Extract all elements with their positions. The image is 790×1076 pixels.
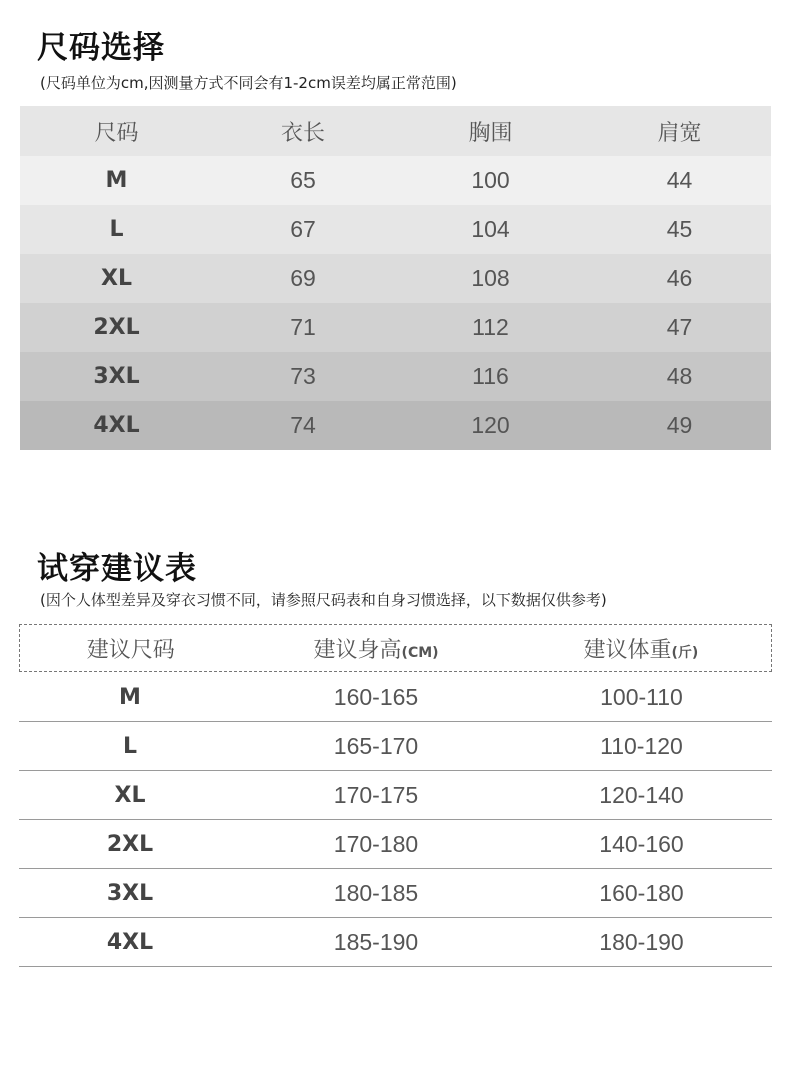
cell-suggested-size: XL xyxy=(114,782,146,808)
size-chart-header-row xyxy=(20,106,771,156)
cell-chest: 116 xyxy=(472,363,509,389)
header-weight-label: 建议体重 xyxy=(583,637,672,663)
cell-chest: 112 xyxy=(472,314,509,340)
cell-suggested-weight: 120-140 xyxy=(599,781,684,808)
header-suggested-size: 建议尺码 xyxy=(86,637,175,663)
cell-chest: 120 xyxy=(471,412,510,438)
cell-shoulder: 48 xyxy=(666,363,693,389)
cell-suggested-size: 2XL xyxy=(106,831,154,857)
size-chart-table xyxy=(20,106,771,450)
cell-suggested-size: 3XL xyxy=(106,880,154,906)
size-chart-row xyxy=(20,254,771,303)
cell-length: 65 xyxy=(290,167,316,193)
cell-length: 73 xyxy=(290,363,316,389)
cell-chest: 100 xyxy=(471,167,510,193)
cell-shoulder: 47 xyxy=(666,314,693,340)
size-chart-row xyxy=(20,401,771,450)
cell-size: L xyxy=(109,217,124,242)
header-suggested-weight xyxy=(511,633,771,664)
fit-guide-row xyxy=(19,673,772,722)
cell-chest: 108 xyxy=(471,265,510,291)
cell-suggested-height: 170-180 xyxy=(333,830,419,857)
fit-guide-row xyxy=(19,869,772,918)
fit-guide-row xyxy=(19,771,772,820)
cell-length: 74 xyxy=(290,412,316,438)
size-chart-note: (尺码单位为cm,因测量方式不同会有1-2cm误差均属正常范围) xyxy=(40,74,457,92)
size-chart-row xyxy=(20,156,771,205)
cell-suggested-weight: 180-190 xyxy=(599,928,684,955)
size-chart-row xyxy=(20,303,771,352)
fit-guide-row xyxy=(19,722,772,771)
cell-shoulder: 46 xyxy=(666,265,693,291)
cell-size: XL xyxy=(101,266,132,291)
fit-guide-title: 试穿建议表 xyxy=(37,551,197,587)
cell-suggested-height: 160-165 xyxy=(333,683,419,710)
header-height-label: 建议身高 xyxy=(313,637,402,663)
fit-guide-note: (因个人体型差异及穿衣习惯不同，请参照尺码表和自身习惯选择，以下数据仅供参考) xyxy=(40,591,607,609)
header-weight-unit: (斤) xyxy=(671,644,699,661)
header-shoulder: 肩宽 xyxy=(657,120,702,146)
size-chart-title: 尺码选择 xyxy=(37,30,165,66)
cell-suggested-height: 170-175 xyxy=(333,781,419,808)
fit-guide-table xyxy=(19,624,772,967)
fit-guide-header-row xyxy=(19,624,772,672)
cell-shoulder: 49 xyxy=(666,412,693,438)
header-suggested-height xyxy=(241,633,510,664)
cell-suggested-height: 165-170 xyxy=(333,732,419,759)
header-size: 尺码 xyxy=(94,120,139,146)
cell-suggested-weight: 110-120 xyxy=(600,732,683,759)
cell-length: 69 xyxy=(290,265,316,291)
cell-shoulder: 45 xyxy=(666,216,693,242)
cell-suggested-height: 180-185 xyxy=(333,879,419,906)
cell-chest: 104 xyxy=(471,216,510,242)
header-length: 衣长 xyxy=(280,120,325,146)
fit-guide-row xyxy=(19,918,772,967)
cell-suggested-size: 4XL xyxy=(106,929,154,955)
cell-shoulder: 44 xyxy=(666,167,693,193)
fit-guide-row xyxy=(19,820,772,869)
cell-suggested-size: M xyxy=(119,684,141,710)
header-height-unit: (CM) xyxy=(401,644,439,661)
cell-length: 67 xyxy=(290,216,316,242)
cell-size: M xyxy=(105,168,128,193)
cell-size: 3XL xyxy=(93,364,140,389)
cell-suggested-weight: 160-180 xyxy=(599,879,684,906)
size-chart-row xyxy=(20,205,771,254)
cell-suggested-size: L xyxy=(122,733,138,759)
header-chest: 胸围 xyxy=(468,120,513,146)
size-chart-row xyxy=(20,352,771,401)
cell-suggested-height: 185-190 xyxy=(333,928,419,955)
cell-suggested-weight: 140-160 xyxy=(599,830,684,857)
cell-size: 2XL xyxy=(93,315,140,340)
cell-length: 71 xyxy=(290,314,316,340)
cell-suggested-weight: 100-110 xyxy=(600,683,683,710)
cell-size: 4XL xyxy=(93,413,140,438)
